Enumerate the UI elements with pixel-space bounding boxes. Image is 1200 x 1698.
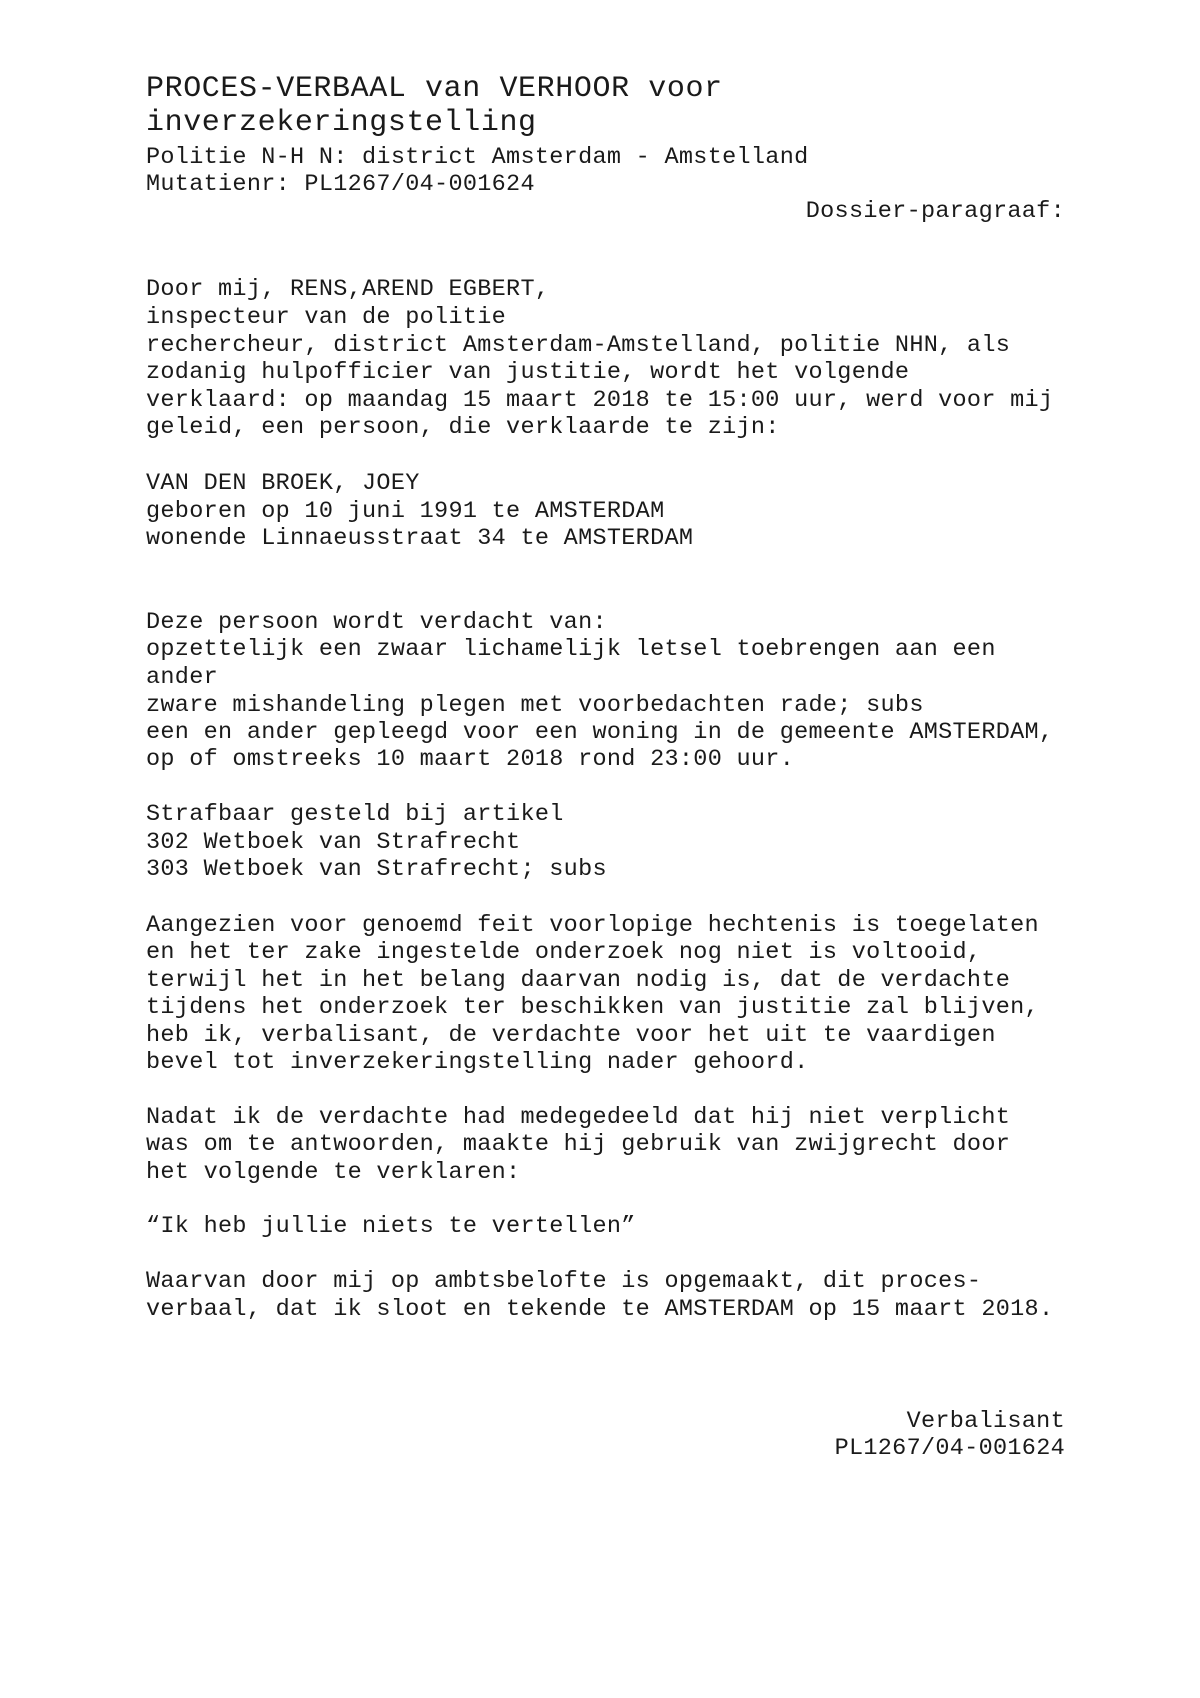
grounds-line: terwijl het in het belang daarvan nodig is, dat de verdachte [146,967,1011,994]
grounds-line: Aangezien voor genoemd feit voorlopige hechtenis is toegelaten [146,912,1039,939]
document-title-line-2: inverzekeringstelling [146,106,537,140]
suspicion-line: ander [146,664,219,691]
signature-number: PL1267/04-001624 [834,1435,1065,1462]
closing-line: verbaal, dat ik sloot en tekende te AMSTERDAM op 15 maart 2018. [146,1296,1054,1323]
closing-line: Waarvan door mij op ambtsbelofte is opgemaakt, dit proces- [146,1268,982,1295]
dossier-paragraph-label: Dossier-paragraaf: [805,198,1065,225]
suspect-name: VAN DEN BROEK, JOEY [146,470,420,497]
grounds-line: heb ik, verbalisant, de verdachte voor het uit te vaardigen [146,1022,996,1049]
grounds-line: tijdens het onderzoek ter beschikken van justitie zal blijven, [146,994,1039,1021]
rights-line: was om te antwoorden, maakte hij gebruik van zwijgrecht door [146,1131,1011,1158]
mutation-number: Mutatienr: PL1267/04-001624 [146,171,535,198]
articles-line: Strafbaar gesteld bij artikel [146,801,564,828]
articles-line: 303 Wetboek van Strafrecht; subs [146,856,607,883]
intro-line: zodanig hulpofficier van justitie, wordt het volgende [146,359,910,386]
suspect-address: wonende Linnaeusstraat 34 te AMSTERDAM [146,525,694,552]
suspect-birth: geboren op 10 juni 1991 te AMSTERDAM [146,498,665,525]
district-line: Politie N-H N: district Amsterdam - Amstelland [146,144,809,171]
intro-line: rechercheur, district Amsterdam-Amstelland, politie NHN, als [146,332,1011,359]
rights-line: het volgende te verklaren: [146,1159,521,1186]
rights-line: Nadat ik de verdachte had medegedeeld dat hij niet verplicht [146,1104,1011,1131]
intro-line: inspecteur van de politie [146,304,507,331]
suspicion-line: op of omstreeks 10 maart 2018 rond 23:00 uur. [146,746,795,773]
suspicion-line: zware mishandeling plegen met voorbedachten rade; subs [146,692,924,719]
intro-line: verklaard: op maandag 15 maart 2018 te 15:00 uur, werd voor mij [146,387,1054,414]
intro-line: Door mij, RENS,AREND EGBERT, [146,276,550,303]
grounds-line: bevel tot inverzekeringstelling nader gehoord. [146,1049,809,1076]
signature-role: Verbalisant [906,1408,1065,1435]
suspect-statement: “Ik heb jullie niets te vertellen” [146,1213,636,1240]
grounds-line: en het ter zake ingestelde onderzoek nog niet is voltooid, [146,939,982,966]
suspicion-line: Deze persoon wordt verdacht van: [146,609,607,636]
suspicion-line: opzettelijk een zwaar lichamelijk letsel toebrengen aan een [146,636,996,663]
articles-line: 302 Wetboek van Strafrecht [146,829,521,856]
suspicion-line: een en ander gepleegd voor een woning in de gemeente AMSTERDAM, [146,719,1054,746]
document-title-line-1: PROCES-VERBAAL van VERHOOR voor [146,72,723,106]
intro-line: geleid, een persoon, die verklaarde te zijn: [146,414,780,441]
